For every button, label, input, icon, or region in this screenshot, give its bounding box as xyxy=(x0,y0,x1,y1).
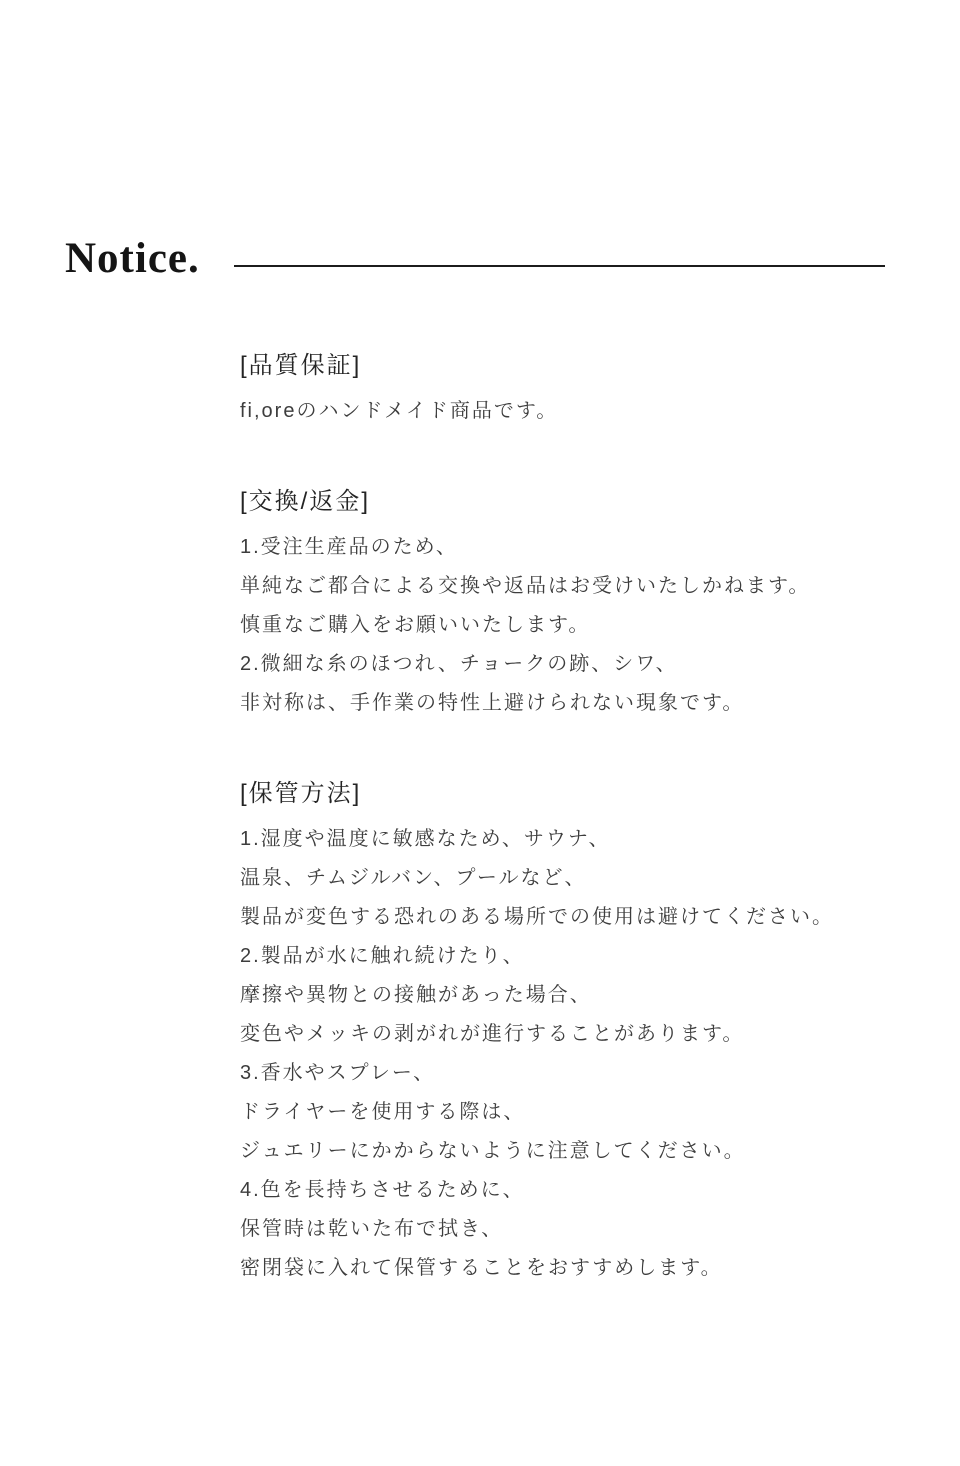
heading-rule xyxy=(234,265,885,267)
section-line: 非対称は、手作業の特性上避けられない現象です。 xyxy=(240,692,745,714)
section-line: 1.湿度や温度に敏感なため、サウナ、 xyxy=(240,828,611,850)
notice-section xyxy=(240,780,900,1288)
page-header xyxy=(65,237,885,281)
section-line: 4.色を長持ちさせるために、 xyxy=(240,1179,525,1201)
notice-section xyxy=(240,352,900,431)
section-line: 温泉、チムジルバン、プールなど、 xyxy=(240,867,587,889)
section-line: 2.製品が水に触れ続けたり、 xyxy=(240,945,525,967)
section-line: 製品が変色する恐れのある場所での使用は避けてください。 xyxy=(240,906,834,928)
section-heading: [保管方法] xyxy=(240,780,362,807)
section-line: 2.微細な糸のほつれ、チョークの跡、シワ、 xyxy=(240,653,678,675)
section-heading: [品質保証] xyxy=(240,352,362,379)
section-line: 慎重なご購入をお願いいたします。 xyxy=(240,614,591,636)
section-line: 摩擦や異物との接触があった場合、 xyxy=(240,984,592,1006)
section-line: ドライヤーを使用する際は、 xyxy=(240,1101,526,1123)
section-line: 変色やメッキの剥がれが進行することがあります。 xyxy=(240,1023,745,1045)
notice-section xyxy=(240,488,900,723)
section-line: 保管時は乾いた布で拭き、 xyxy=(240,1218,504,1240)
page-title: Notice. xyxy=(65,235,200,282)
section-line: 1.受注生産品のため、 xyxy=(240,536,458,558)
section-line: fi,oreのハンドメイド商品です。 xyxy=(240,400,559,422)
section-line: 3.香水やスプレー、 xyxy=(240,1062,436,1084)
section-line: 密閉袋に入れて保管することをおすすめします。 xyxy=(240,1257,723,1279)
section-line: ジュエリーにかからないように注意してください。 xyxy=(240,1140,746,1162)
section-heading: [交換/返金] xyxy=(240,488,371,515)
section-line: 単純なご都合による交換や返品はお受けいたしかねます。 xyxy=(240,575,811,597)
notice-content xyxy=(240,352,900,1288)
